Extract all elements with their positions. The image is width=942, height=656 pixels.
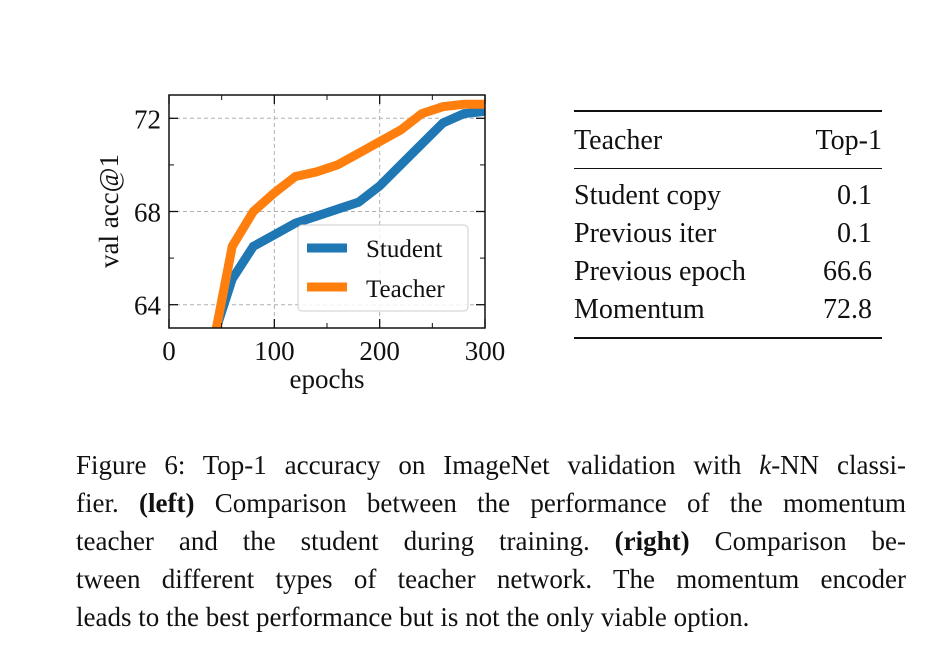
table-bottom-rule xyxy=(574,337,882,339)
caption-line: fier. (left) Comparison between the performance of the momentum xyxy=(76,488,906,518)
header-teacher: Teacher xyxy=(574,125,663,156)
legend-label-student: Student xyxy=(366,236,443,263)
x-tick-label: 0 xyxy=(162,336,176,366)
table-row xyxy=(574,291,882,329)
accuracy-line-chart xyxy=(0,0,560,420)
y-tick-label: 64 xyxy=(134,290,161,321)
x-tick-label: 300 xyxy=(464,336,506,366)
table-header-row xyxy=(574,122,882,160)
y-tick-label: 68 xyxy=(134,197,161,228)
row-top1-value: 0.1 xyxy=(837,218,872,249)
x-tick-label: 200 xyxy=(359,336,400,366)
row-top1-value: 66.6 xyxy=(823,256,872,287)
x-axis-label: epochs xyxy=(289,364,365,394)
caption-line: Figure 6: Top-1 accuracy on ImageNet validation with k-NN classi- xyxy=(76,450,906,480)
table-row xyxy=(574,253,882,291)
row-top1-value: 72.8 xyxy=(823,294,872,325)
row-teacher-name: Momentum xyxy=(574,294,705,325)
caption-line: tween different types of teacher network. The momentum encoder xyxy=(76,564,906,594)
table-row xyxy=(574,177,882,215)
row-teacher-name: Previous epoch xyxy=(574,256,746,287)
figure-caption xyxy=(76,446,906,636)
caption-line: teacher and the student during training. (right) Comparison be- xyxy=(76,526,906,556)
row-teacher-name: Student copy xyxy=(574,180,721,211)
row-top1-value: 0.1 xyxy=(837,180,872,211)
row-teacher-name: Previous iter xyxy=(574,218,717,249)
y-axis-label: val acc@1 xyxy=(94,153,124,269)
legend-label-teacher: Teacher xyxy=(366,276,445,303)
caption-line: leads to the best performance but is not the only viable option. xyxy=(76,602,750,632)
legend xyxy=(298,225,468,311)
y-tick-label: 72 xyxy=(134,104,161,135)
teacher-comparison-table xyxy=(574,110,882,339)
header-top1: Top-1 xyxy=(815,125,882,156)
table-row xyxy=(574,215,882,253)
x-tick-label: 100 xyxy=(254,336,295,366)
